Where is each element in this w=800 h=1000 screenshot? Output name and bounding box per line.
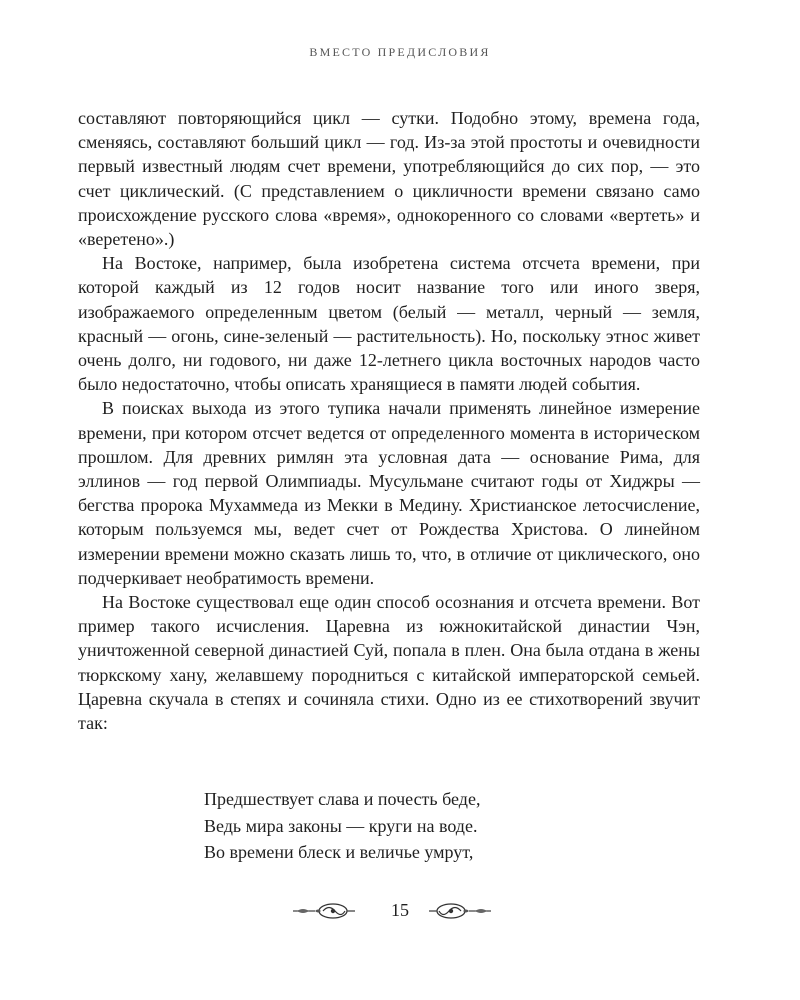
page-footer [0,898,800,926]
running-head: ВМЕСТО ПРЕДИСЛОВИЯ [309,45,491,59]
paragraph-4: На Востоке существовал еще один способ осознания и отсчета времени. Вот пример такого исчисления. Царевна из южнокитайской династии Чэн, уничтоженной северной династией Суй, попала в плен. Она была отдана в жены тюркскому хану, желавшему породниться с китайской императорской семьей. Царевна скучала в степях и сочиняла стихи. Одно из ее стихотворений звучит так: [78,592,700,734]
page-number: 15 [391,900,409,920]
body-text [78,106,700,735]
poem-quote [204,786,480,866]
paragraph-3: В поисках выхода из этого тупика начали применять линейное измерение времени, при котором отсчет ведется от определенного момента в историческом прошлом. Для древних римлян эта условная дата — основание Рима, для эллинов — год первой Олимпиады. Мусульмане считают годы от Хиджры — бегства пророка Мухаммеда из Мекки в Медину. Христианское летосчисление, которым пользуемся мы, ведет счет от Рождества Христова. О линейном измерении времени можно сказать лишь то, что, в отличие от циклического, оно подчеркивает необратимость времени. [78,398,700,588]
floral-ornament-icon [427,900,493,927]
poem-line-1: Предшествует слава и почесть беде, [204,789,481,809]
floral-ornament-icon [291,900,357,927]
paragraph-1: составляют повторяющийся цикл — сутки. Подобно этому, времена года, сменяясь, составляют больший цикл — год. Из-за этой простоты и очевидности первый известный людям счет времени, употребляющийся до сих пор, — это счет циклический. (С представлением о цикличности времени связано само происхождение русского слова «время», однокоренного со словами «вертеть» и «веретено».) [78,108,700,250]
poem-line-3: Во времени блеск и величье умрут, [204,842,474,862]
paragraph-2: На Востоке, например, была изобретена система отсчета времени, при которой каждый из 12 годов носит название того или иного зверя, изображаемого определенным цветом (белый — металл, черный — земля, красный — огонь, сине-зеленый — растительность). Но, поскольку этнос живет очень долго, ни годового, ни даже 12-летнего цикла восточных народов часто было недостаточно, чтобы описать хранящиеся в памяти людей события. [78,253,700,395]
poem-line-2: Ведь мира законы — круги на воде. [204,815,478,836]
